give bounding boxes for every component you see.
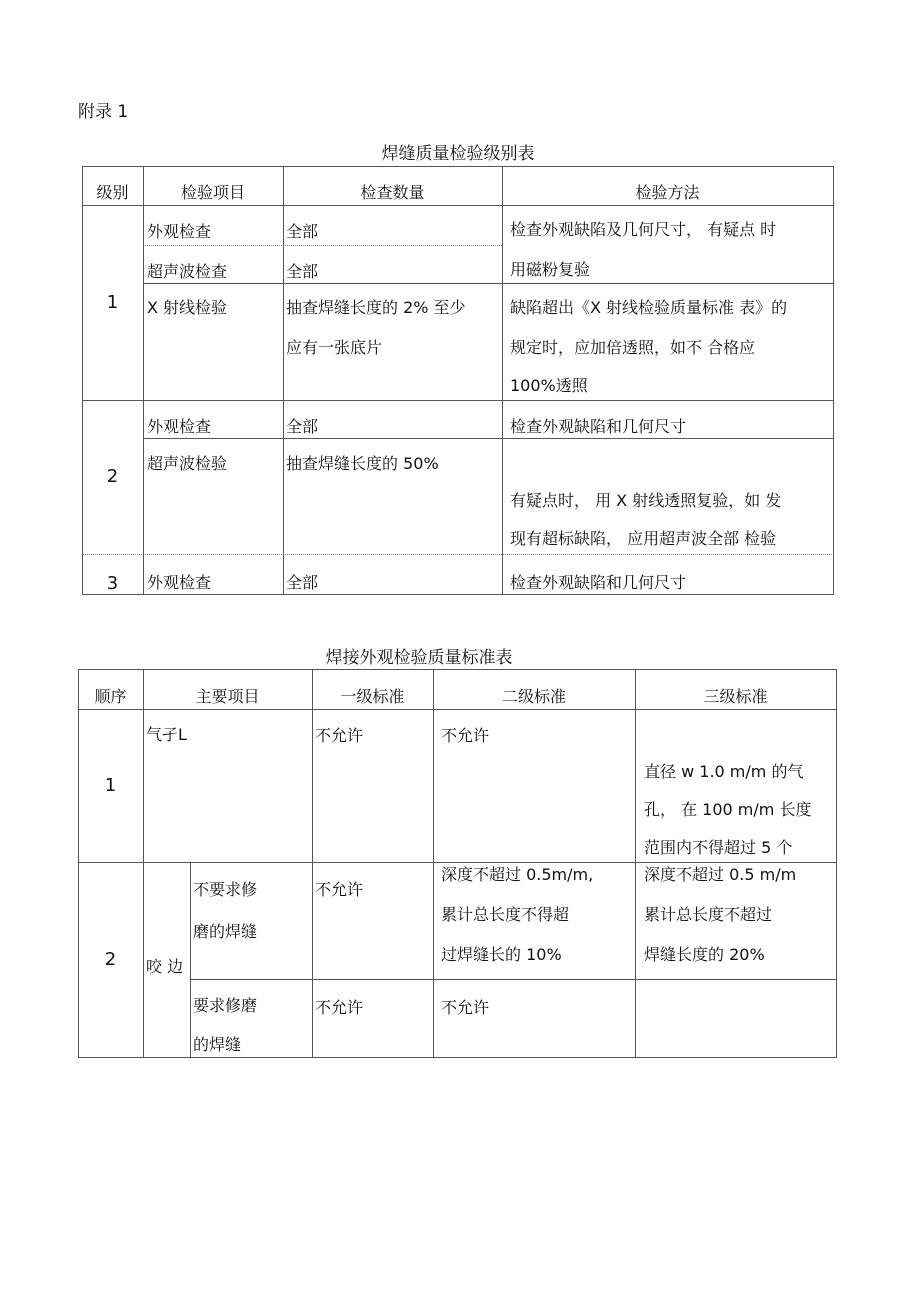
- grade2-text-line: 过焊缝长的 10%: [441, 945, 562, 964]
- table2-title: 焊接外观检验质量标准表: [325, 648, 513, 668]
- method-text-line: 现有超标缺陷， 应用超声波全部 检验: [510, 529, 777, 548]
- grade3-text-line: 焊缝长度的 20%: [644, 945, 765, 964]
- sub-item-text-line: 的焊缝: [193, 1035, 242, 1054]
- item-porosity: 气孑L: [146, 725, 187, 744]
- grade1-value: 不允许: [315, 726, 364, 745]
- item-visual: 外观检查: [147, 417, 212, 436]
- table1-border-left: [82, 166, 83, 595]
- table1-border-bottom: [82, 594, 834, 595]
- quantity-text-line: 应有一张底片: [286, 338, 383, 357]
- quantity-all: 全部: [286, 222, 319, 241]
- item-visual: 外观检查: [147, 222, 212, 241]
- table2-border-top: [78, 669, 837, 670]
- appendix-label: 附录 1: [78, 102, 129, 122]
- row-divider: [143, 245, 502, 246]
- grade3-text-line: 深度不超过 0.5 m/m: [644, 865, 797, 884]
- method-text-line: 检查外观缺陷和几何尺寸: [510, 573, 687, 592]
- grade2-text-line: 累计总长度不得超: [441, 905, 570, 924]
- grade2-value: 不允许: [441, 998, 490, 1017]
- header-quantity: 检查数量: [360, 183, 425, 202]
- table1-border-top: [82, 166, 834, 167]
- column-divider: [433, 669, 434, 1058]
- column-divider: [143, 166, 144, 595]
- item-ultrasonic: 超声波检查: [147, 262, 228, 281]
- sub-item-text-line: 不要求修: [193, 880, 258, 899]
- header-item: 检验项目: [180, 183, 245, 202]
- method-text-line: 有疑点时， 用 X 射线透照复验，如 发: [510, 491, 782, 510]
- row-divider: [190, 979, 837, 980]
- method-text-line: 用磁粉复验: [510, 260, 591, 279]
- grade3-text-line: 累计总长度不超过: [644, 905, 773, 924]
- header-method: 检验方法: [635, 183, 700, 202]
- quantity-all: 全部: [286, 262, 319, 281]
- column-divider: [502, 166, 503, 595]
- level-3-cell: 3: [106, 573, 119, 594]
- header-grade-3: 三级标准: [703, 687, 768, 706]
- quantity-all: 全部: [286, 417, 319, 436]
- quantity-all: 全部: [286, 573, 319, 592]
- item-undercut: 咬 边: [146, 957, 184, 976]
- row-divider: [78, 862, 837, 863]
- column-divider: [283, 166, 284, 595]
- item-visual: 外观检查: [147, 573, 212, 592]
- column-divider: [190, 862, 191, 1058]
- item-xray: X 射线检验: [147, 298, 228, 317]
- table1-border-right: [833, 166, 834, 595]
- table2-border-left: [78, 669, 79, 1058]
- header-level: 级别: [96, 183, 129, 202]
- grade2-text-line: 深度不超过 0.5m/m,: [441, 865, 594, 884]
- grade1-value: 不允许: [315, 880, 364, 899]
- quantity-text-line: 抽查焊缝长度的 2% 至少: [286, 298, 466, 317]
- row-divider: [143, 283, 834, 284]
- table2-border-right: [836, 669, 837, 1058]
- sub-item-text-line: 要求修磨: [193, 996, 258, 1015]
- column-divider: [312, 669, 313, 1058]
- sub-item-text-line: 磨的焊缝: [193, 922, 258, 941]
- row-divider: [82, 400, 834, 401]
- method-text-line: 规定时，应加倍透照，如不 合格应: [510, 338, 756, 357]
- header-main-item: 主要项目: [195, 687, 260, 706]
- grade3-text-line: 孔， 在 100 m/m 长度: [644, 800, 812, 819]
- row-divider: [82, 554, 834, 555]
- item-ultrasonic: 超声波检验: [147, 454, 228, 473]
- table2-border-bottom: [78, 1057, 837, 1058]
- column-divider: [143, 669, 144, 1058]
- grade3-text-line: 范围内不得超过 5 个: [644, 838, 793, 857]
- table2-header-divider: [78, 709, 837, 710]
- table1-header-divider: [82, 205, 834, 206]
- quantity-text-line: 抽查焊缝长度的 50%: [286, 454, 439, 473]
- method-text-line: 缺陷超出《X 射线检验质量标准 表》的: [510, 298, 788, 317]
- header-grade-2: 二级标准: [501, 687, 566, 706]
- grade2-value: 不允许: [441, 726, 490, 745]
- grade3-text-line: 直径 w 1.0 m/m 的气: [644, 762, 804, 781]
- row-divider: [143, 438, 834, 439]
- level-1-cell: 1: [106, 292, 119, 313]
- level-2-cell: 2: [106, 466, 119, 487]
- order-2-cell: 2: [104, 949, 117, 970]
- table1-title: 焊缝质量检验级别表: [381, 144, 535, 164]
- header-grade-1: 一级标准: [340, 687, 405, 706]
- order-1-cell: 1: [104, 775, 117, 796]
- method-text-line: 100%透照: [510, 376, 588, 395]
- grade1-value: 不允许: [315, 998, 364, 1017]
- header-order: 顺序: [94, 687, 127, 706]
- column-divider: [635, 669, 636, 1058]
- method-text-line: 检查外观缺陷和几何尺寸: [510, 417, 687, 436]
- method-text-line: 检查外观缺陷及几何尺寸， 有疑点 时: [510, 220, 777, 239]
